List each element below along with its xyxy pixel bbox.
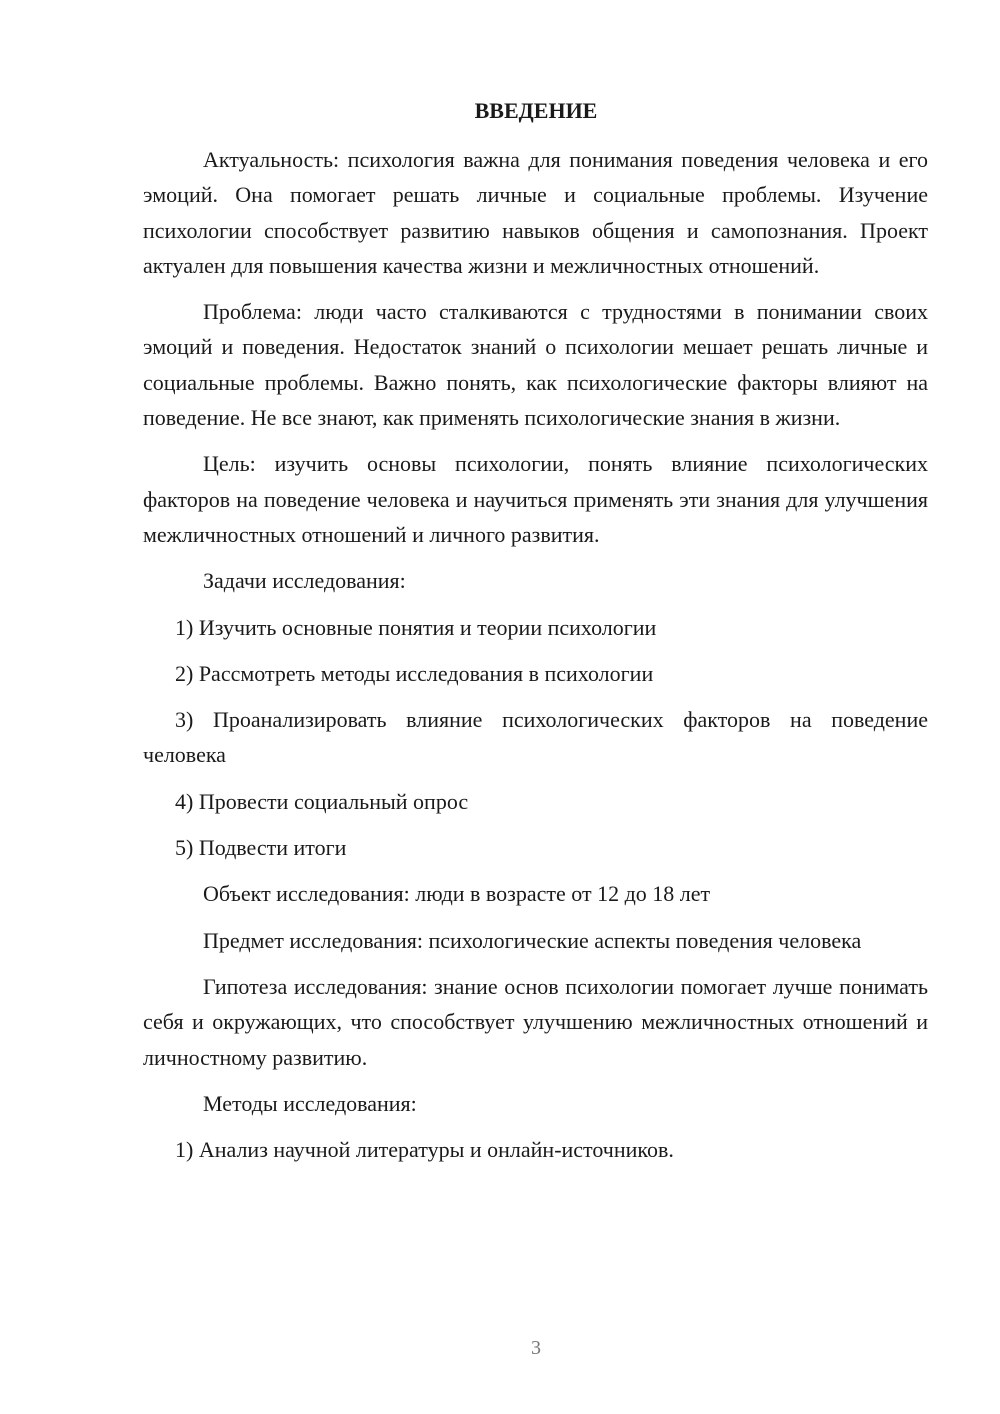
- paragraph-object: Объект исследования: люди в возрасте от 12 до 18 лет: [203, 881, 711, 907]
- list-item-task-1: 1) Изучить основные понятия и теории психологии: [175, 614, 657, 640]
- document-body: [143, 142, 928, 1178]
- paragraph-goal: Цель: изучить основы психологии, понять влияние психологических факторов на поведение человека и научиться применять эти знания для улучшения межличностных отношений и личного развития.: [143, 451, 928, 547]
- paragraph-problem: Проблема: люди часто сталкиваются с трудностями в понимании своих эмоций и поведения. Недостаток знаний о психологии мешает решать личные и социальные проблемы. Важно понять, как психологические факторы влияют на поведение. Не все знают, как применять психологические знания в жизни.: [143, 299, 928, 431]
- list-item-task-5: 5) Подвести итоги: [175, 835, 347, 861]
- paragraph-methods-heading: Методы исследования:: [203, 1090, 417, 1116]
- list-item-method-1: 1) Анализ научной литературы и онлайн-источников.: [175, 1137, 674, 1163]
- list-item-task-2: 2) Рассмотреть методы исследования в психологии: [175, 660, 654, 686]
- paragraph-subject: Предмет исследования: психологические аспекты поведения человека: [203, 927, 862, 953]
- paragraph-tasks-heading: Задачи исследования:: [203, 568, 406, 594]
- paragraph-relevance: Актуальность: психология важна для понимания поведения человека и его эмоций. Она помогает решать личные и социальные проблемы. Изучение психологии способствует развитию навыков общения и самопознания. Проект актуален для повышения качества жизни и межличностных отношений.: [143, 147, 928, 278]
- list-item-task-4: 4) Провести социальный опрос: [175, 788, 469, 814]
- page-number: 3: [531, 1337, 541, 1359]
- section-title: ВВЕДЕНИЕ: [474, 98, 598, 123]
- list-item-task-3: 3) Проанализировать влияние психологических факторов на поведение человека: [143, 707, 928, 768]
- paragraph-hypothesis: Гипотеза исследования: знание основ психологии помогает лучше понимать себя и окружающих, что способствует улучшению межличностных отношений и личностному развитию.: [143, 973, 928, 1070]
